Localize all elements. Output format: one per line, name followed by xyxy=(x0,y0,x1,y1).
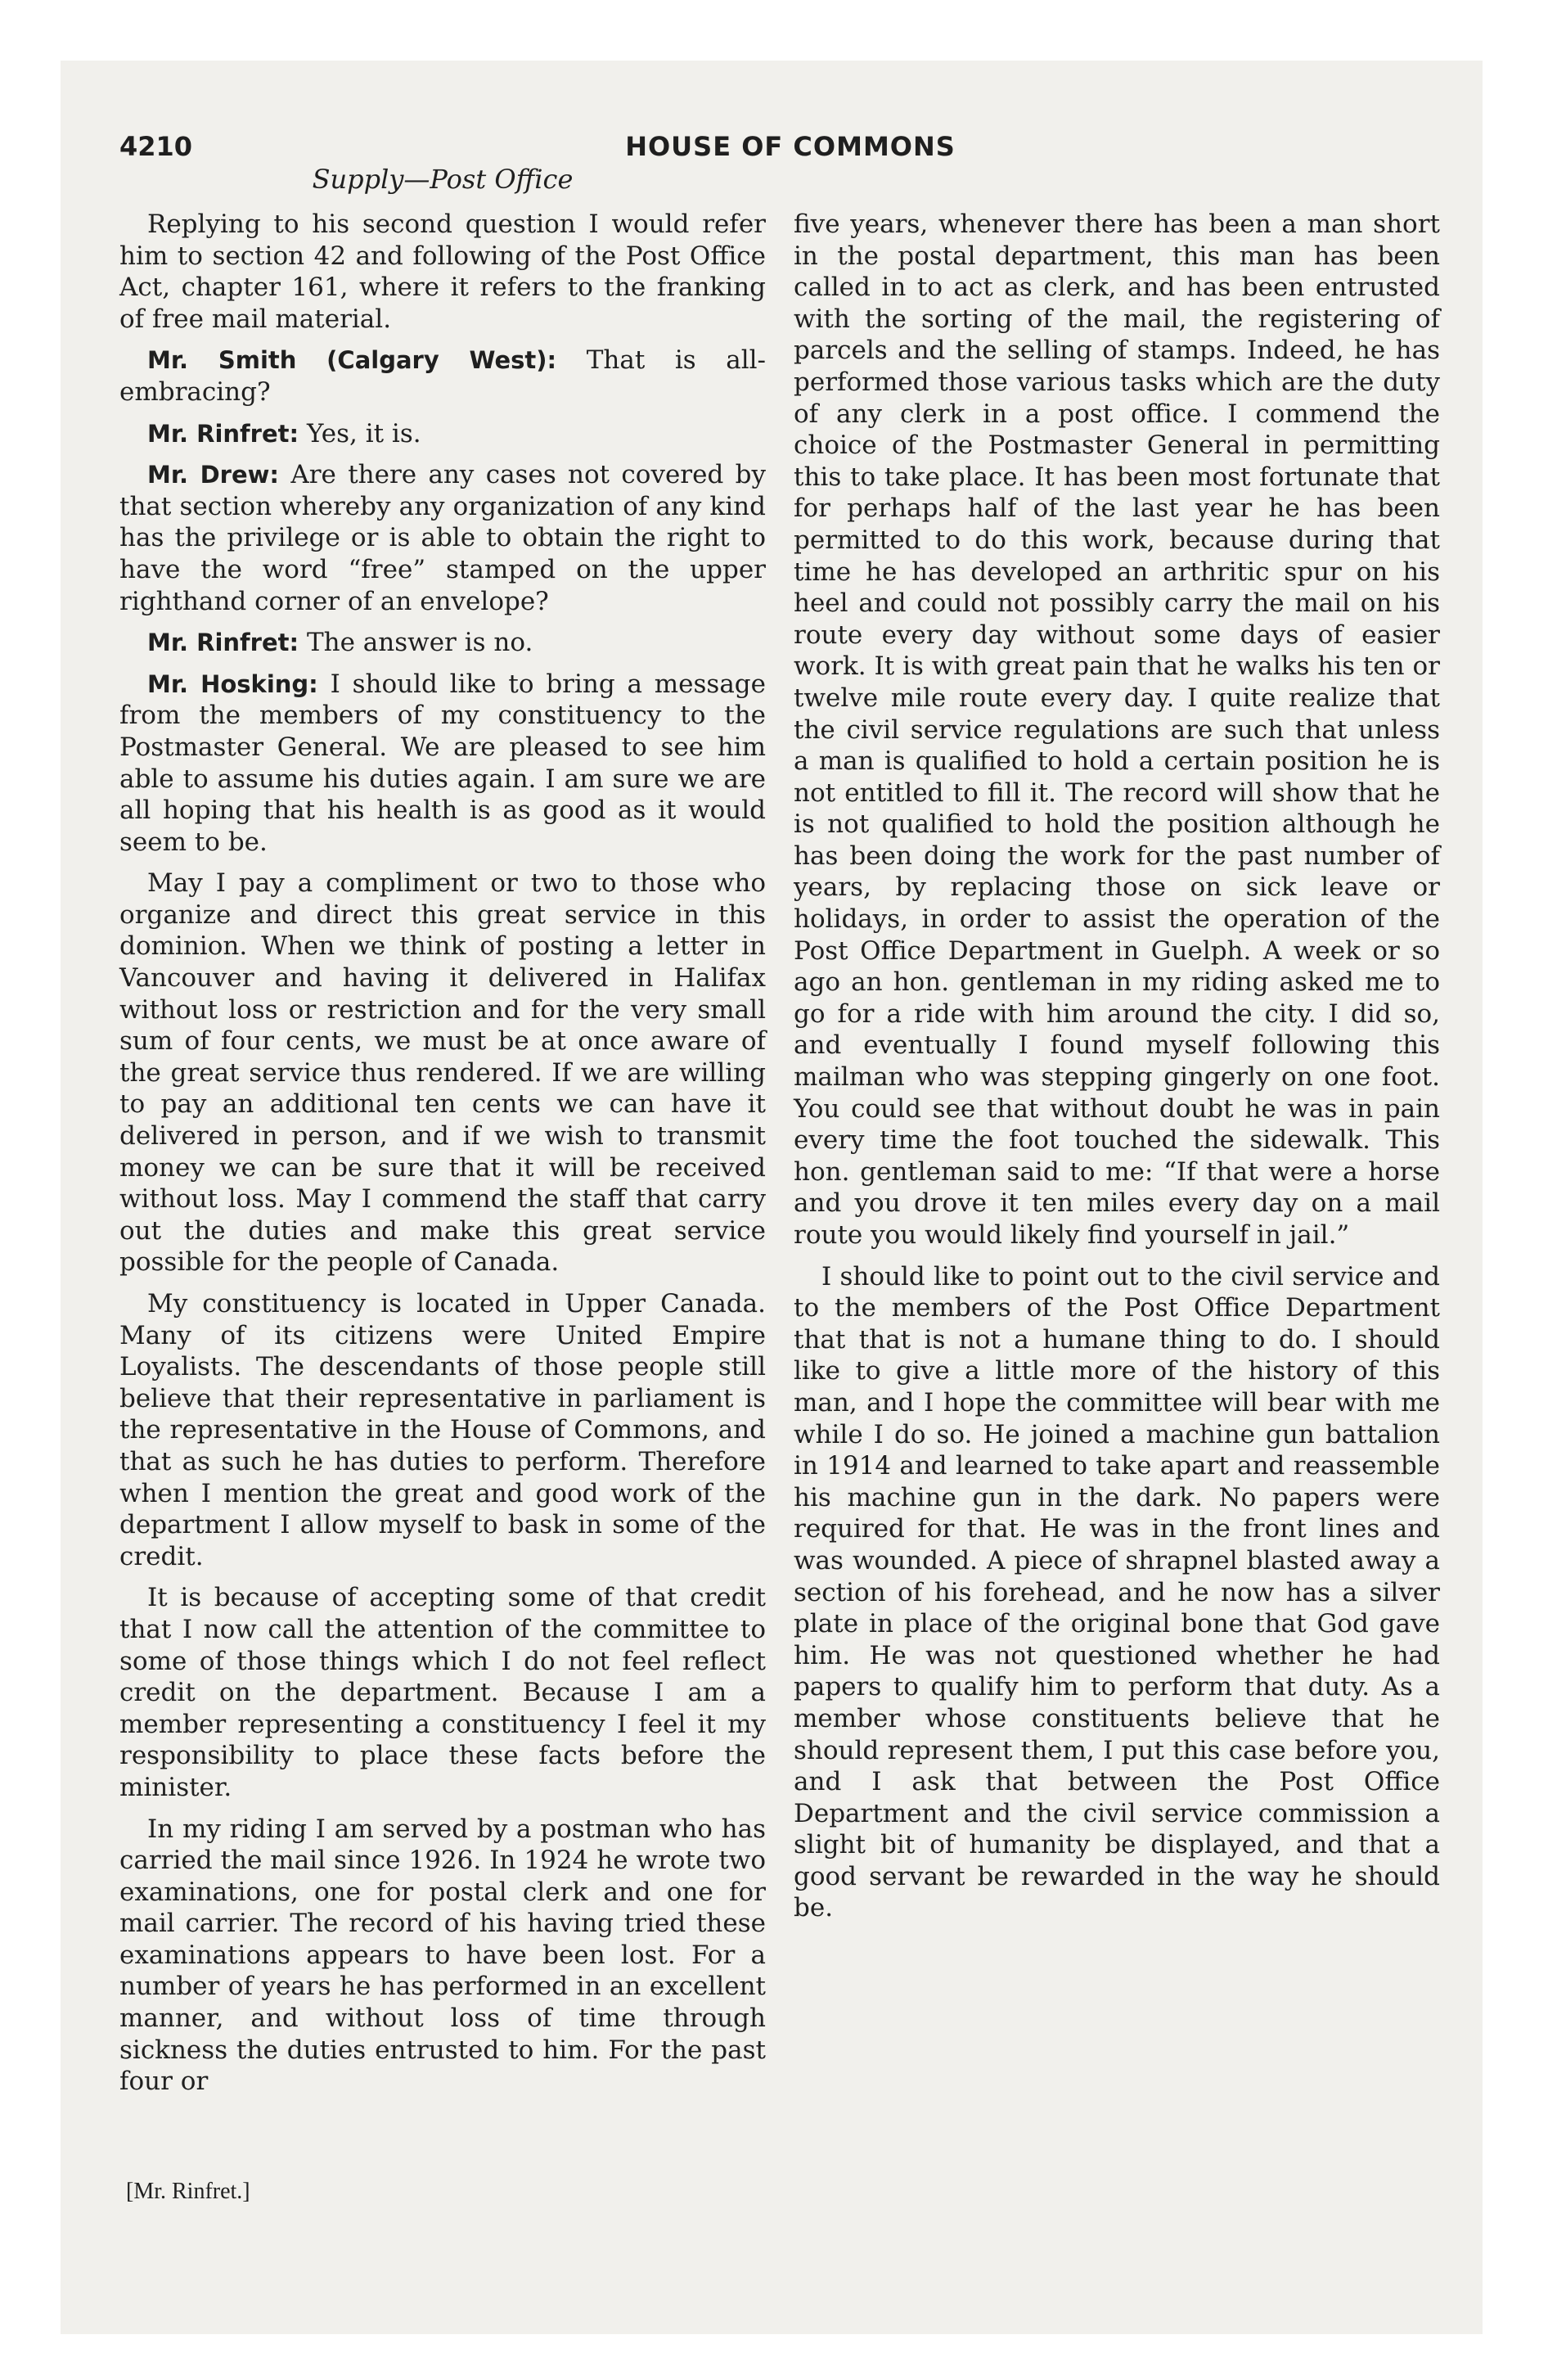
speaker-name: Mr. Smith (Calgary West): xyxy=(147,346,557,375)
paragraph xyxy=(119,209,766,335)
paragraph-text: Are there any cases not covered by that section whereby any organization of any kind has the privilege or is able to obtain the right to have the word “free” stamped on the upper righthand corner of an envelope? xyxy=(119,460,766,616)
paragraph xyxy=(119,669,766,859)
paragraph-text: I should like to bring a message from the members of my constituency to the Postmaster General. We are pleased to see him able to assume his duties again. I am sure we are all hoping that his health is as good as it would seem to be. xyxy=(119,669,766,857)
paragraph-text: I should like to point out to the civil service and to the members of the Post Office Department that that is not a humane thing to do. I should like to give a little more of the history of this man, and I hope the committee will bear with me while I do so. He joined a machine gun battalion in 1914 and learned to take apart and reassemble his machine gun in the dark. No papers were required for that. He was in the front lines and was wounded. A piece of shrapnel blasted away a section of his forehead, and he now has a silver plate in place of the original bone that God gave him. He was not questioned whether he had papers to qualify him to perform that duty. As a member whose constituents believe that he should represent them, I put this case before you, and I ask that between the Post Office Department and the civil service commission a slight bit of humanity be displayed, and that a good servant be rewarded in the way he should be. xyxy=(794,1261,1440,1923)
paragraph-text: That is all-embracing? xyxy=(119,345,767,407)
left-column xyxy=(119,209,766,2107)
paragraph-text: In my riding I am served by a postman who has carried the mail since 1926. In 1924 he wrote two examinations, one for postal clerk and one for mail carrier. The record of his having tried these examinations appears to have been lost. For a number of years he has performed in an excellent manner, and without loss of time through sickness the duties entrusted to him. For the past four or xyxy=(119,1814,766,2097)
paragraph xyxy=(119,1582,766,1803)
paragraph xyxy=(119,1814,766,2098)
paragraph-text: It is because of accepting some of that credit that I now call the attention of the committee to some of those things which I do not feel reflect credit on the department. Because I am a member representing a constituency I feel it my responsibility to place these facts before the minister. xyxy=(119,1583,766,1802)
speaker-name: Mr. Drew: xyxy=(147,461,280,489)
paragraph-text: Replying to his second question I would refer him to section 42 and following of the Post Office Act, chapter 161, where it refers to the franking of free mail material. xyxy=(119,210,766,334)
paragraph xyxy=(794,1261,1440,1924)
speaker-name: Mr. Rinfret: xyxy=(147,419,299,448)
paragraph xyxy=(119,868,766,1278)
page-title: HOUSE OF COMMONS xyxy=(625,131,956,162)
right-column xyxy=(794,209,1440,1934)
paragraph-text: Yes, it is. xyxy=(306,418,421,449)
speaker-name: Mr. Rinfret: xyxy=(147,629,299,657)
paragraph xyxy=(119,1288,766,1572)
paragraph xyxy=(119,418,766,450)
paragraph xyxy=(119,345,766,408)
paragraph-text: five years, whenever there has been a man short in the postal department, this man has been called in to act as clerk, and has been entrusted with the sorting of the mail, the registering of parcels and the selling of stamps. Indeed, he has performed those various tasks which are the duty of any clerk in a post office. I commend the choice of the Postmaster General in permitting this to take place. It has been most fortunate that for perhaps half of the last year he has been permitted to do this work, because during that time he has developed an arthritic spur on his heel and could not possibly carry the mail on his route every day without some days of easier work. It is with great pain that he walks his ten or twelve mile route every day. I quite realize that the civil service regulations are such that unless a man is qualified to hold a certain position he is not entitled to fill it. The record will show that he is not qualified to hold the position although he has been doing the work for the past number of years, by replacing those on sick leave or holidays, in order to assist the operation of the Post Office Department in Guelph. A week or so ago an hon. gentleman in my riding asked me to go for a ride with him around the city. I did so, and eventually I found myself following this mailman who was stepping gingerly on one foot. You could see that without doubt he was in pain every time the foot touched the sidewalk. This hon. gentleman said to me: “If that were a horse and you drove it ten miles every day on a mail route you would likely find yourself in jail.” xyxy=(794,210,1440,1250)
section-heading: Supply—Post Office xyxy=(312,164,574,195)
page-number: 4210 xyxy=(119,131,193,162)
paragraph-text: May I pay a compliment or two to those who organize and direct this great service in this dominion. When we think of posting a letter in Vancouver and having it delivered in Halifax without loss or restriction and for the very small sum of four cents, we must be at once aware of the great service thus rendered. If we are willing to pay an additional ten cents we can have it delivered in person, and if we wish to transmit money we can be sure that it will be received without loss. May I commend the staff that carry out the duties and make this great service possible for the people of Canada. xyxy=(119,868,766,1278)
paragraph xyxy=(119,627,766,659)
paragraph-text: The answer is no. xyxy=(306,628,533,658)
paragraph xyxy=(794,209,1440,1251)
footer-speaker-note: [Mr. Rinfret.] xyxy=(126,2179,250,2204)
paragraph-text: My constituency is located in Upper Canada. Many of its citizens were United Empire Loyalists. The descendants of those people still believe that their representative in parliament is the representative in the House of Commons, and that as such he has duties to perform. Therefore when I mention the great and good work of the department I allow myself to bask in some of the credit. xyxy=(119,1289,766,1571)
speaker-name: Mr. Hosking: xyxy=(147,669,318,698)
paragraph xyxy=(119,459,766,617)
